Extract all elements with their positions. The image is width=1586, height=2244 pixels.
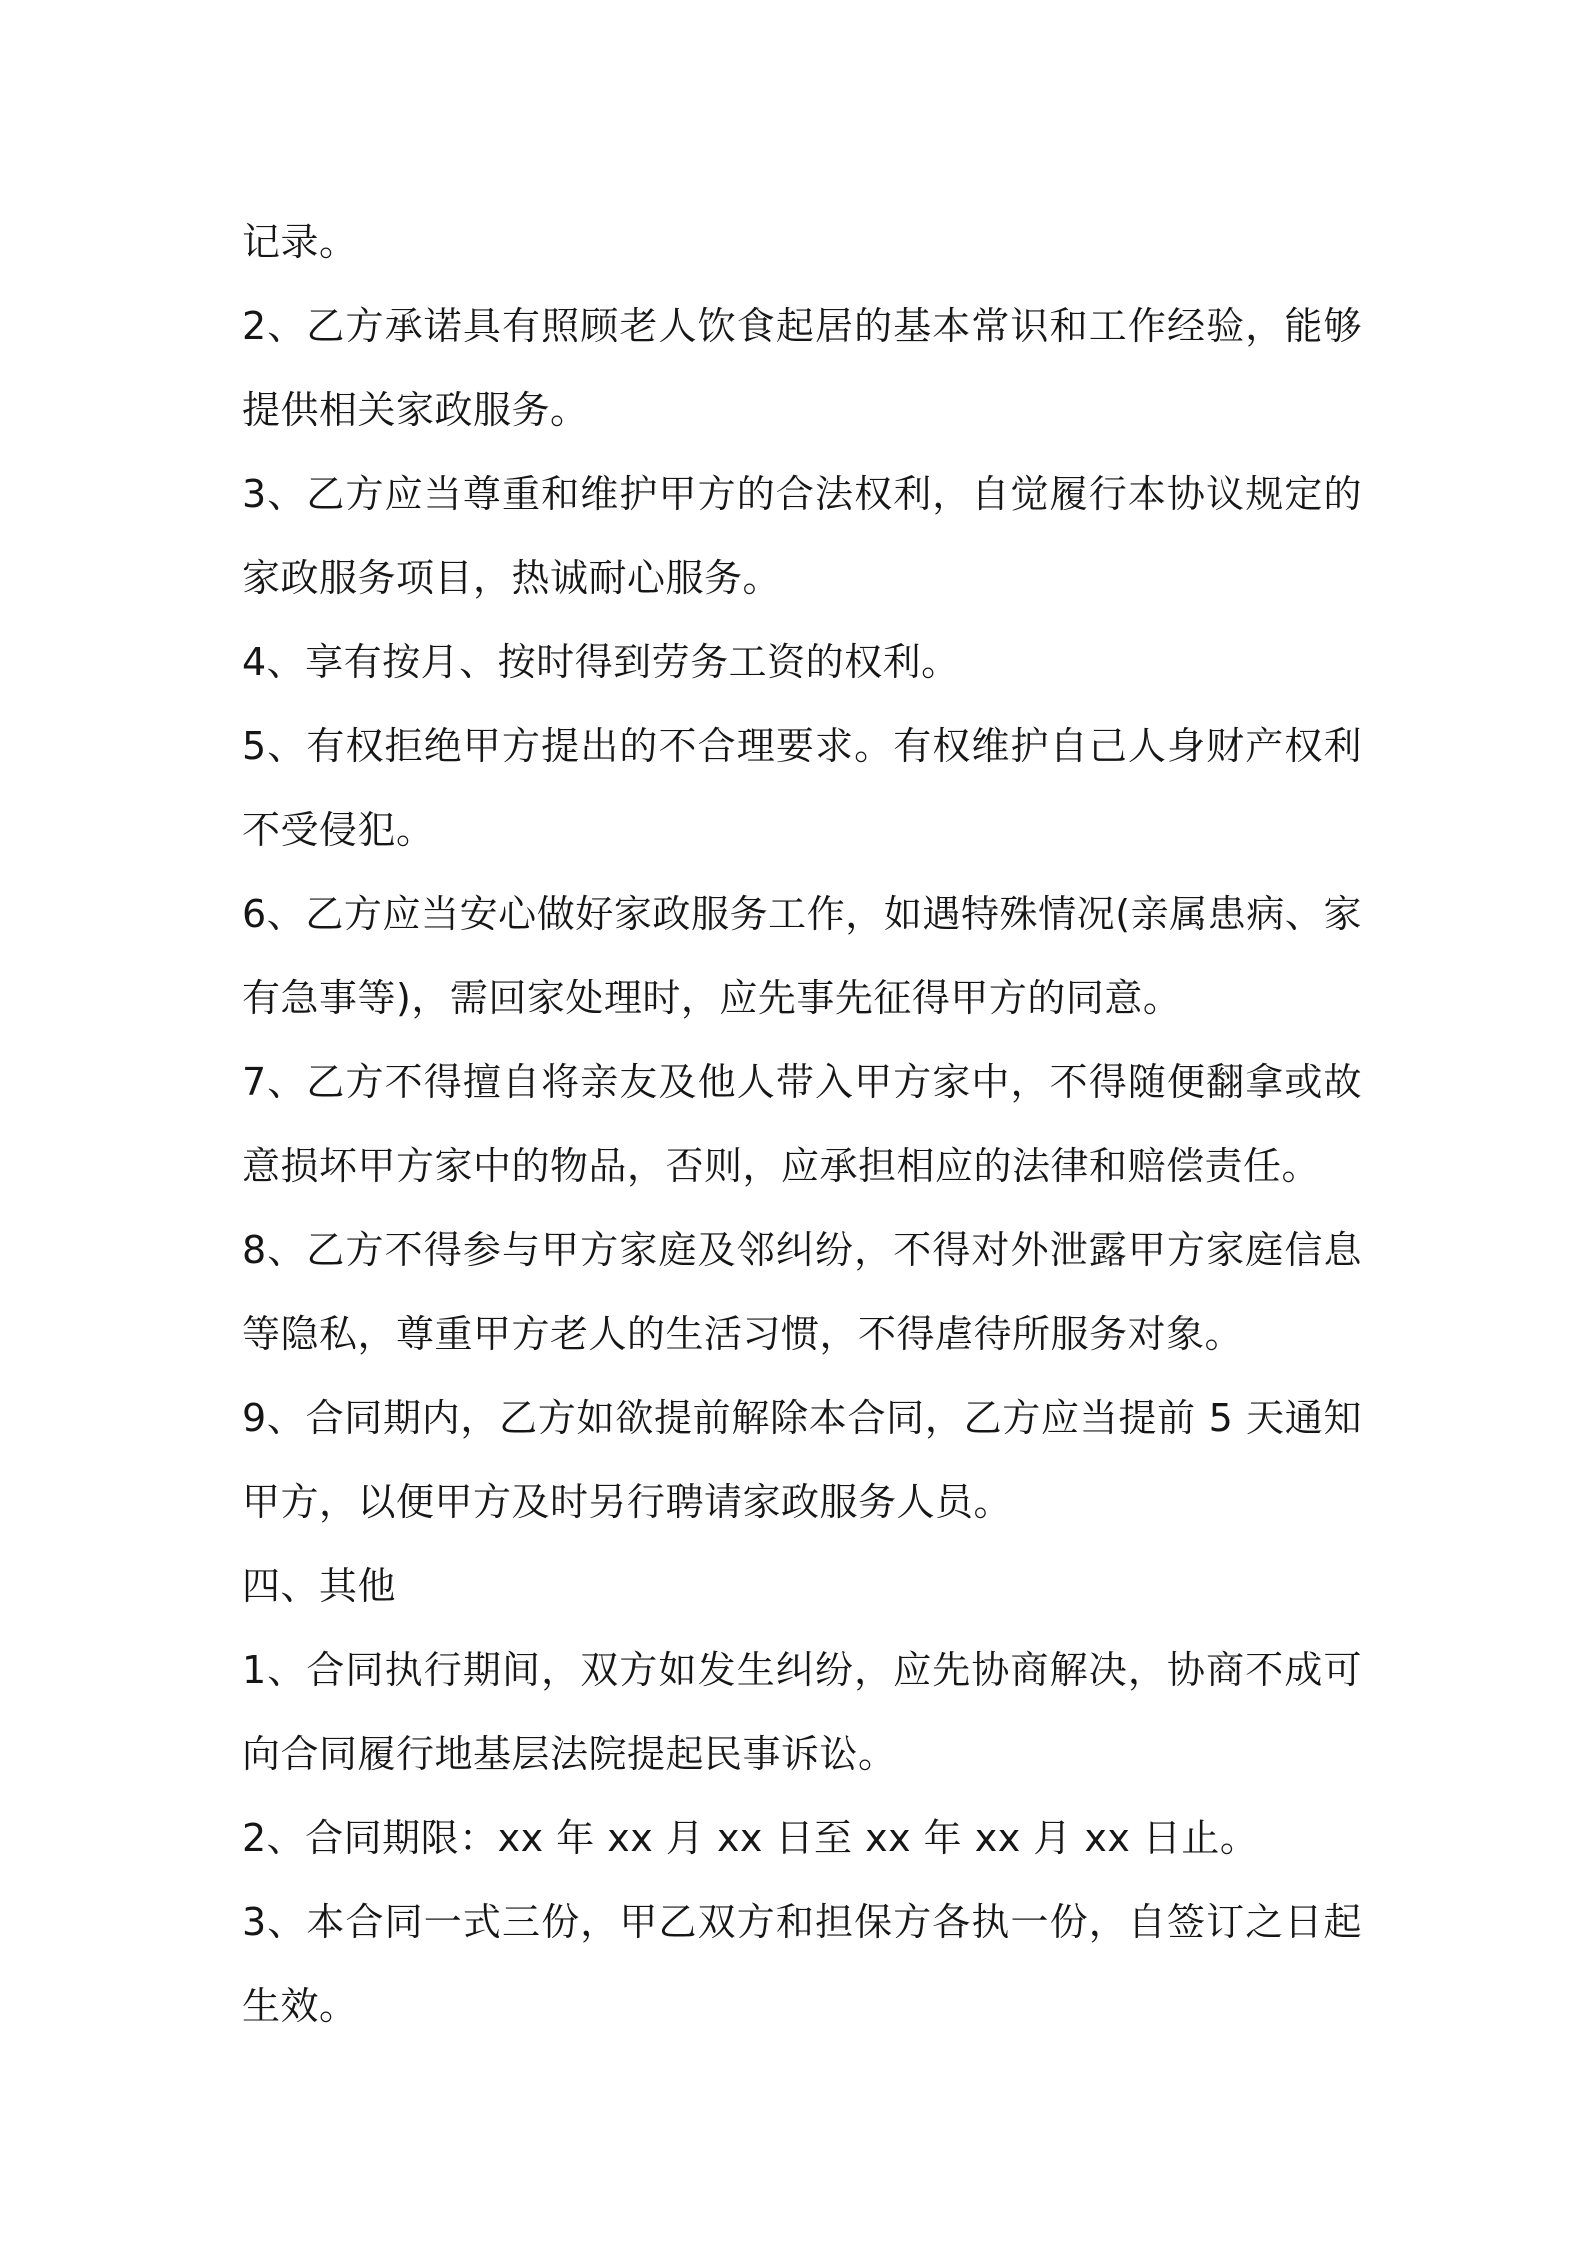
clause-3-respect-rights: 3、乙方应当尊重和维护甲方的合法权利，自觉履行本协议规定的家政服务项目，热诚耐心服务。: [242, 472, 1362, 600]
section-heading-other: 四、其他: [242, 1564, 397, 1608]
other-2-term: 2、合同期限：xx 年 xx 月 xx 日至 xx 年 xx 月 xx 日止。: [242, 1816, 1259, 1860]
clause-6-special-circumstances: 6、乙方应当安心做好家政服务工作，如遇特殊情况(亲属患病、家有急事等)，需回家处理时，应先事先征得甲方的同意。: [242, 892, 1362, 1020]
document-body: [242, 200, 1362, 2048]
clause-9-termination: 9、合同期内，乙方如欲提前解除本合同，乙方应当提前 5 天通知甲方，以便甲方及时另行聘请家政服务人员。: [242, 1396, 1362, 1524]
other-1-disputes: 1、合同执行期间，双方如发生纠纷，应先协商解决，协商不成可向合同履行地基层法院提起民事诉讼。: [242, 1648, 1362, 1776]
clause-4-wages: 4、享有按月、按时得到劳务工资的权利。: [242, 640, 960, 684]
clause-5-refuse-requests: 5、有权拒绝甲方提出的不合理要求。有权维护自己人身财产权利不受侵犯。: [242, 724, 1362, 852]
clause-8-privacy: 8、乙方不得参与甲方家庭及邻纠纷，不得对外泄露甲方家庭信息等隐私，尊重甲方老人的生活习惯，不得虐待所服务对象。: [242, 1228, 1362, 1356]
other-3-copies: 3、本合同一式三份，甲乙双方和担保方各执一份，自签订之日起生效。: [242, 1900, 1362, 2028]
clause-7-visitors-property: 7、乙方不得擅自将亲友及他人带入甲方家中，不得随便翻拿或故意损坏甲方家中的物品，否则，应承担相应的法律和赔偿责任。: [242, 1060, 1362, 1188]
paragraph-record-end: 记录。: [242, 220, 358, 264]
clause-2-experience: 2、乙方承诺具有照顾老人饮食起居的基本常识和工作经验，能够提供相关家政服务。: [242, 304, 1362, 432]
